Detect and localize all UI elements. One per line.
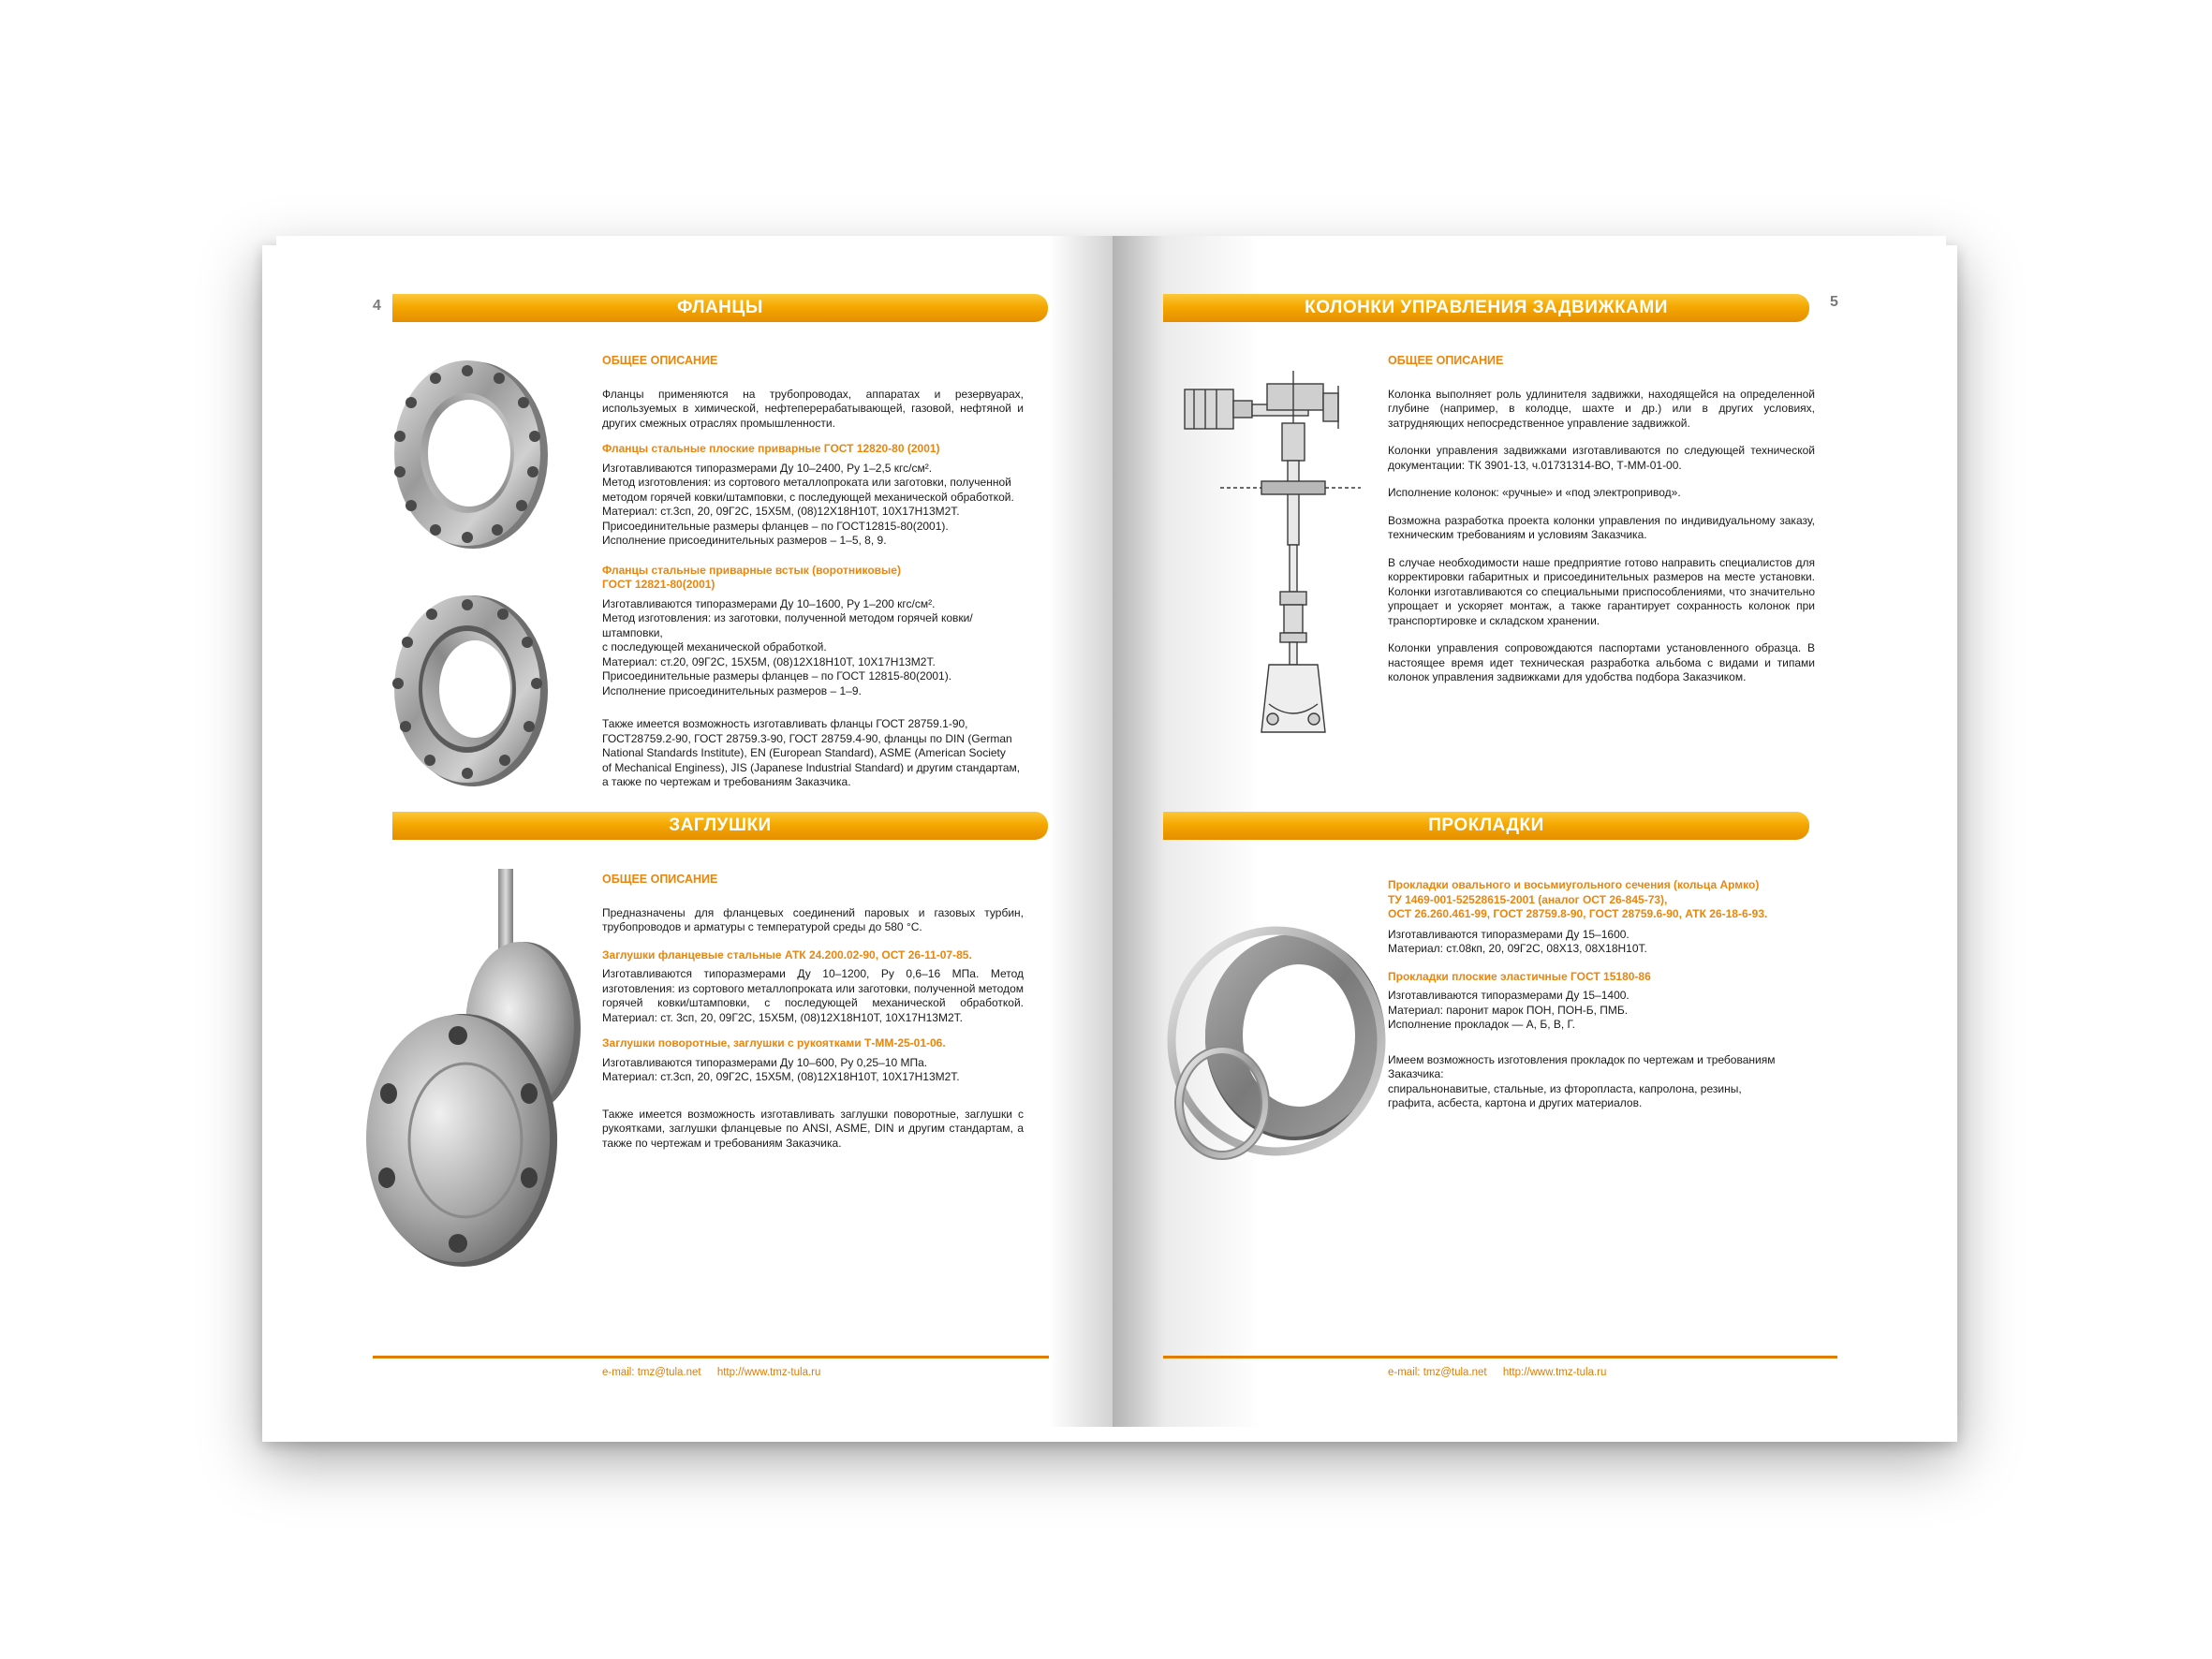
plug-image: [370, 869, 595, 1271]
columns-paragraph-4: Возможна разработка проекта колонки управления по индивидуальному заказу, техническим требованиям и условиям Заказчика.: [1388, 513, 1815, 541]
footer: [602, 1367, 833, 1378]
rotary-line: Изготавливаются типоразмерами Ду 10–600, Ру 0,25–10 МПа.: [602, 1055, 928, 1069]
column-drawing: [1183, 367, 1389, 741]
columns-paragraph-3: Исполнение колонок: «ручные» и «под электропривод».: [1388, 486, 1681, 499]
oval-title-line: ТУ 1469-001-52528615-2001 (аналог ОСТ 26-845-73),: [1388, 892, 1668, 906]
section-title-plugs: ЗАГЛУШКИ: [392, 812, 1048, 840]
footer-line: [373, 1356, 1049, 1358]
plugs-rotary-title: Заглушки поворотные, заглушки с рукоятками Т-ММ-25-01-06.: [602, 1036, 946, 1050]
columns-general-heading: ОБЩЕЕ ОПИСАНИЕ: [1388, 354, 1504, 367]
flat-line: Изготавливаются типоразмерами Ду 10–2400, Ру 1–2,5 кгс/см².: [602, 461, 933, 475]
oval-title-line: ОСТ 26.260.461-99, ГОСТ 28759.8-90, ГОСТ 28759.6-90, АТК 26-18-6-93.: [1388, 907, 1768, 920]
gaskets-oval-lines: [1388, 928, 1815, 957]
gaskets-flat-title: Прокладки плоские эластичные ГОСТ 15180-86: [1388, 969, 1651, 983]
oval-title-line: Прокладки овального и восьмиугольного сечения (кольца Армко): [1388, 878, 1760, 891]
gaskets-also-line: графита, асбеста, картона и других материалов.: [1388, 1096, 1643, 1109]
footer-email[interactable]: e-mail: tmz@tula.net: [602, 1367, 701, 1378]
plugs-text: [602, 873, 1024, 1162]
flat-line: Метод изготовления: из сортового металлопроката или заготовки, полученной: [602, 476, 1011, 489]
footer-email[interactable]: e-mail: tmz@tula.net: [1388, 1367, 1487, 1378]
section-title-flanges: ФЛАНЦЫ: [392, 294, 1048, 322]
flanges-flat-lines: [602, 462, 1024, 549]
footer: [1388, 1367, 1619, 1378]
rotary-line: Материал: ст.3сп, 20, 09Г2С, 15Х5М, (08)12Х18Н10Т, 10Х17Н13М2Т.: [602, 1070, 960, 1083]
also-line: of Mechanical Enginess), JIS (Japanese Industrial Standard) и другим стандартам,: [602, 760, 1021, 774]
footer-url[interactable]: http://www.tmz-tula.ru: [716, 1367, 821, 1378]
plugs-general-heading: ОБЩЕЕ ОПИСАНИЕ: [602, 873, 718, 886]
spine-shadow-left: [1049, 236, 1114, 1427]
page-left: [276, 236, 1114, 1427]
section-title-columns: КОЛОНКИ УПРАВЛЕНИЯ ЗАДВИЖКАМИ: [1163, 294, 1809, 322]
butt-line: Изготавливаются типоразмерами Ду 10–1600, Ру 1–200 кгс/см².: [602, 596, 936, 610]
flanges-butt-title-2: ГОСТ 12821-80(2001): [602, 578, 715, 591]
also-line: ГОСТ28759.2-90, ГОСТ 28759.3-90, ГОСТ 28759.4-90, фланцы по DIN (German: [602, 731, 1012, 745]
section-title-gaskets: ПРОКЛАДКИ: [1163, 812, 1809, 840]
gaskets-flat-lines: [1388, 989, 1815, 1033]
butt-line: Метод изготовления: из заготовки, полученной методом горячей ковки/штамповки,: [602, 611, 973, 639]
flanges-general-text: Фланцы применяются на трубопроводах, аппаратах и резервуарах, используемых в химической, нефтеперерабатывающей, газовой, нефтяной и других смежных отраслях промышленности.: [602, 387, 1024, 430]
flange-butt-image: [387, 590, 555, 791]
flat-line: Исполнение присоединительных размеров – 1–5, 8, 9.: [602, 534, 887, 547]
flat-line: Материал: ст.3сп, 20, 09Г2С, 15Х5М, (08)12Х18Н10Т, 10Х17Н13М2Т.: [602, 505, 960, 518]
columns-text: [1388, 354, 1815, 697]
flat-line: Присоединительные размеры фланцев – по ГОСТ12815-80(2001).: [602, 519, 949, 533]
plugs-flange-text: Изготавливаются типоразмерами Ду 10–1200, Ру 0,6–16 МПа. Метод изготовления: из сортового металлопроката или заготовки, полученной методом горячей ковки/штамповки, с последующей механической обработкой. Материал: ст. 3сп, 20, 09Г2С, 15Х5М, (08)12Х18Н10Т, 10Х17Н13М2Т.: [602, 967, 1024, 1024]
columns-paragraph-6: Колонки управления сопровождаются паспортами установленного образца. В настоящее время идет техническая разработка альбома с видами и типами колонок управления задвижками для удобства подбора Заказчиком.: [1388, 641, 1815, 683]
page-number: 4: [373, 298, 381, 314]
butt-line: Материал: ст.20, 09Г2С, 15Х5М, (08)12Х18Н10Т, 10Х17Н13М2Т.: [602, 654, 936, 668]
plugs-flange-title: Заглушки фланцевые стальные АТК 24.200.02-90, ОСТ 26-11-07-85.: [602, 947, 972, 962]
flanges-flat-title: Фланцы стальные плоские приварные ГОСТ 12820-80 (2001): [602, 442, 940, 455]
butt-line: с последующей механической обработкой.: [602, 640, 827, 653]
flanges-butt-title-1: Фланцы стальные приварные встык (воротниковые): [602, 563, 901, 577]
flanges-general-heading: ОБЩЕЕ ОПИСАНИЕ: [602, 354, 718, 367]
also-line: National Standards Institute), EN (European Standard), ASME (American Society: [602, 746, 1006, 759]
gaskets-text: [1388, 878, 1815, 1111]
gaskets-also-line: Имеем возможность изготовления прокладок по чертежам и требованиям Заказчика:: [1388, 1052, 1776, 1080]
plugs-rotary-lines: [602, 1056, 1024, 1085]
plugs-general-text: Предназначены для фланцевых соединений паровых и газовых турбин, трубопроводов и арматуры с температурой среды до 580 °С.: [602, 905, 1024, 933]
flanges-text: [602, 354, 1024, 790]
butt-line: Исполнение присоединительных размеров – 1–9.: [602, 683, 862, 697]
gasket-image: [1164, 929, 1389, 1163]
footer-line: [1163, 1356, 1837, 1358]
flat-gasket-line: Исполнение прокладок — А, Б, В, Г.: [1388, 1018, 1575, 1031]
columns-paragraph-1: Колонка выполняет роль удлинителя задвижки, находящейся на определенной глубине (например, в колодце, шахте и др.) или в других условиях, затрудняющих непосредственное управление задвижкой.: [1388, 387, 1815, 430]
plugs-also-text: Также имеется возможность изготавливать заглушки поворотные, заглушки с рукоятками, заглушки фланцевые по ANSI, ASME, DIN и другим стандартам, а также по чертежам и требованиям Заказчика.: [602, 1107, 1024, 1150]
also-line: Также имеется возможность изготавливать фланцы ГОСТ 28759.1-90,: [602, 717, 968, 730]
page-number: 5: [1830, 294, 1838, 310]
gaskets-also: [1388, 1053, 1815, 1111]
also-line: а также по чертежам и требованиям Заказчика.: [602, 775, 851, 788]
flat-line: методом горячей ковки/штамповки, с последующей механической обработкой.: [602, 490, 1014, 504]
flange-flat-image: [387, 356, 555, 552]
columns-paragraph-5: В случае необходимости наше предприятие готово направить специалистов для корректировки габаритных и присоединительных размеров на месте установки. Колонки изготавливаются со специальными приспособлениями, что значительно упрощает и ускоряет монтаж, а также гарантирует сохранность колонок при транспортировке и складском хранении.: [1388, 555, 1815, 627]
oval-line: Изготавливаются типоразмерами Ду 15–1600.: [1388, 927, 1630, 941]
gaskets-also-line: спиральнонавитые, стальные, из фторопласта, капролона, резины,: [1388, 1081, 1742, 1095]
flat-gasket-line: Материал: паронит марок ПОН, ПОН-Б, ПМБ.: [1388, 1003, 1629, 1017]
gaskets-oval-title: [1388, 878, 1815, 922]
flanges-butt-lines: [602, 597, 1024, 699]
oval-line: Материал: ст.08кп, 20, 09Г2С, 08Х13, 08Х18Н10Т.: [1388, 942, 1647, 955]
flat-gasket-line: Изготавливаются типоразмерами Ду 15–1400.: [1388, 989, 1630, 1002]
flanges-also: [602, 717, 1024, 790]
columns-paragraph-2: Колонки управления задвижками изготавливаются по следующей технической документации: ТК 3901-13, ч.01731314-ВО, Т-ММ-01-00.: [1388, 444, 1815, 472]
butt-line: Присоединительные размеры фланцев – по ГОСТ 12815-80(2001).: [602, 669, 952, 683]
page-right: [1113, 236, 1946, 1427]
footer-url[interactable]: http://www.tmz-tula.ru: [1502, 1367, 1607, 1378]
